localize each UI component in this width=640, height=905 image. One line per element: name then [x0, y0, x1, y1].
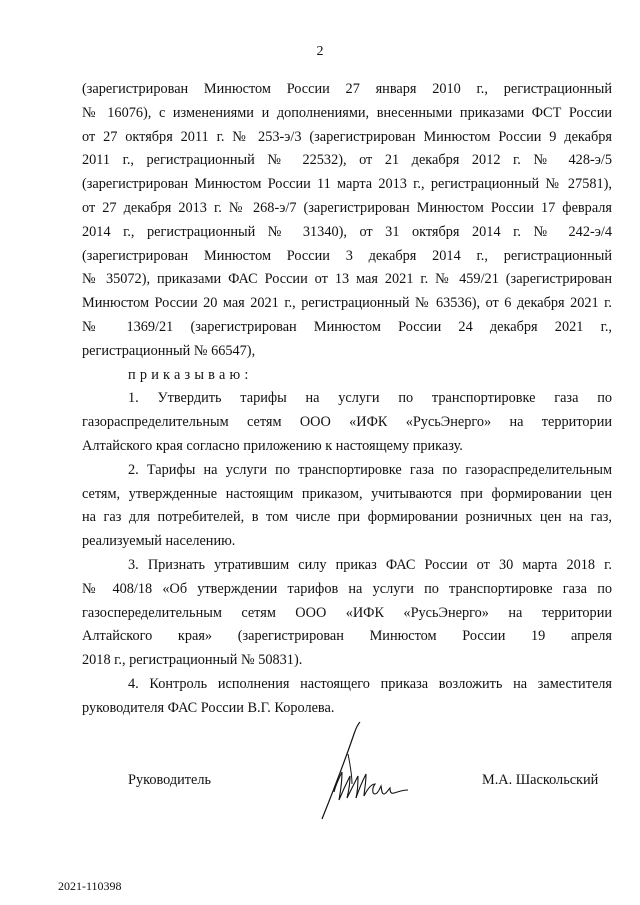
item-2-line: реализуемый населению.	[82, 533, 236, 550]
item-4-line: руководителя ФАС России В.Г. Королева.	[82, 699, 335, 716]
body-line: от 27 декабря 2013 г. № 268-э/7 (зарегистрирован Минюстом России 17 февраля	[82, 199, 612, 216]
signatory-name: М.А. Шаскольский	[482, 772, 599, 788]
item-3-line: 2018 г., регистрационный № 50831).	[82, 652, 303, 669]
item-2-line: сетям, утвержденные настоящим приказом, учитываются при формировании цен	[82, 485, 612, 502]
body-line: № 16076), с изменениями и дополнениями, внесенными приказами ФСТ России	[82, 104, 612, 121]
order-keyword: приказываю:	[128, 366, 253, 383]
item-1-line: Алтайского края согласно приложению к настоящему приказу.	[82, 437, 463, 454]
body-line: (зарегистрирован Минюстом России 27 января 2010 г., регистрационный	[82, 81, 612, 97]
signatory-title: Руководитель	[128, 772, 212, 788]
item-3-line: газоспеределительным сетям ООО «ИФК «РусьЭнерго» на территории	[82, 604, 612, 621]
body-line: Минюстом России 20 мая 2021 г., регистрационный № 63536), от 6 декабря 2021 г.	[82, 295, 612, 312]
body-line: № 35072), приказами ФАС России от 13 мая 2021 г. № 459/21 (зарегистрирован	[82, 271, 612, 288]
item-1-line: газораспределительным сетям ООО «ИФК «РусьЭнерго» на территории	[82, 414, 612, 431]
item-2-line: на газ для потребителей, в том числе при формировании розничных цен на газ,	[82, 509, 612, 526]
document-number: 2021-110398	[58, 879, 122, 893]
page-number: 2	[316, 44, 324, 59]
handwritten-signature	[312, 714, 422, 824]
signature-block	[0, 770, 640, 794]
body-line: регистрационный № 66547),	[82, 342, 256, 359]
item-3-line: Алтайского края» (зарегистрирован Минюстом России 19 апреля	[82, 628, 612, 645]
item-3-line: 3. Признать утратившим силу приказ ФАС России от 30 марта 2018 г.	[128, 556, 612, 573]
item-4-line: 4. Контроль исполнения настоящего приказа возложить на заместителя	[128, 675, 612, 692]
body-line: № 1369/21 (зарегистрирован Минюстом России 24 декабря 2021 г.,	[82, 318, 612, 335]
item-2-line: 2. Тарифы на услуги по транспортировке газа по газораспределительным	[128, 461, 612, 478]
body-line: (зарегистрирован Минюстом России 11 марта 2013 г., регистрационный № 27581),	[82, 176, 612, 193]
item-1-line: 1. Утвердить тарифы на услуги по транспортировке газа по	[128, 390, 612, 407]
body-line: от 27 октября 2011 г. № 253-э/3 (зарегистрирован Минюстом России 9 декабря	[82, 128, 612, 145]
body-line: 2011 г., регистрационный № 22532), от 21 декабря 2012 г. № 428-э/5	[82, 152, 612, 169]
document-body	[82, 78, 612, 721]
body-line: 2014 г., регистрационный № 31340), от 31 октября 2014 г. № 242-э/4	[82, 223, 612, 240]
item-3-line: № 408/18 «Об утверждении тарифов на услуги по транспортировке газа по	[82, 580, 612, 597]
body-line: (зарегистрирован Минюстом России 3 декабря 2014 г., регистрационный	[82, 247, 612, 264]
